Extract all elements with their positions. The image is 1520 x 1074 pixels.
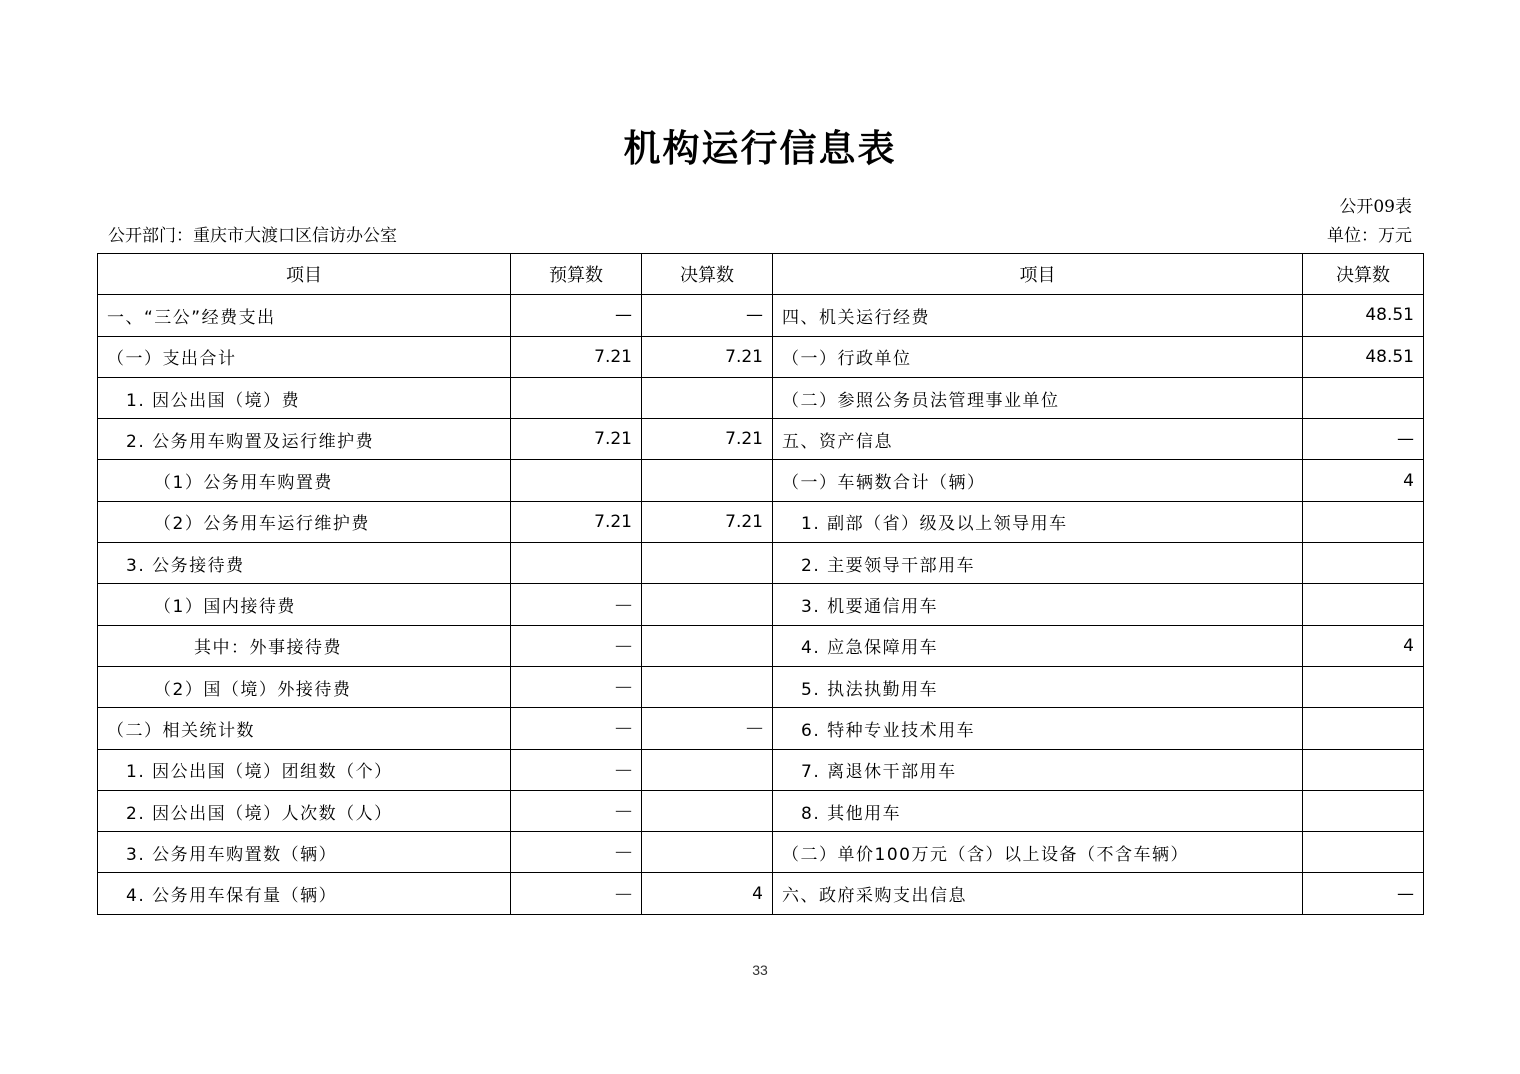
row-label-left: 4. 公务用车保有量（辆）	[98, 873, 511, 914]
row-final	[642, 790, 773, 831]
disclosing-department: 公开部门：重庆市大渡口区信访办公室	[108, 226, 397, 246]
row-label-left: （1）公务用车购置费	[98, 460, 511, 501]
table-row	[98, 832, 1424, 873]
row-budget: —	[511, 749, 642, 790]
row-right-value: 4	[1303, 625, 1424, 666]
row-label-right: 五、资产信息	[773, 419, 1303, 460]
unit-label: 单位：万元	[1327, 226, 1412, 246]
row-label-right: 7. 离退休干部用车	[773, 749, 1303, 790]
page-number: 33	[752, 962, 768, 978]
table-row	[98, 460, 1424, 501]
table-row	[98, 873, 1424, 914]
row-right-value	[1303, 584, 1424, 625]
row-label-left: 1. 因公出国（境）费	[98, 377, 511, 418]
row-right-value: —	[1303, 873, 1424, 914]
row-label-left: 3. 公务接待费	[98, 543, 511, 584]
row-label-right: 8. 其他用车	[773, 790, 1303, 831]
row-budget	[511, 543, 642, 584]
row-final	[642, 666, 773, 707]
row-right-value	[1303, 377, 1424, 418]
table-row	[98, 336, 1424, 377]
row-label-left: 1. 因公出国（境）团组数（个）	[98, 749, 511, 790]
row-right-value: —	[1303, 419, 1424, 460]
row-right-value: 48.51	[1303, 295, 1424, 336]
row-label-right: （一）行政单位	[773, 336, 1303, 377]
row-label-right: 1. 副部（省）级及以上领导用车	[773, 501, 1303, 542]
table-row	[98, 790, 1424, 831]
row-final: 7.21	[642, 419, 773, 460]
row-final	[642, 543, 773, 584]
row-budget: —	[511, 666, 642, 707]
row-budget: 7.21	[511, 501, 642, 542]
table-row	[98, 625, 1424, 666]
table-row	[98, 501, 1424, 542]
row-budget	[511, 460, 642, 501]
row-label-left: 其中：外事接待费	[98, 625, 511, 666]
header-item-right: 项目	[773, 254, 1303, 295]
table-row	[98, 708, 1424, 749]
header-final-right: 决算数	[1303, 254, 1424, 295]
row-label-right: 六、政府采购支出信息	[773, 873, 1303, 914]
row-right-value: 4	[1303, 460, 1424, 501]
table-row	[98, 377, 1424, 418]
row-budget: 7.21	[511, 419, 642, 460]
row-label-left: （一）支出合计	[98, 336, 511, 377]
table-row	[98, 749, 1424, 790]
row-label-right: 6. 特种专业技术用车	[773, 708, 1303, 749]
row-final: —	[642, 295, 773, 336]
row-label-left: （二）相关统计数	[98, 708, 511, 749]
row-budget: —	[511, 295, 642, 336]
row-final	[642, 460, 773, 501]
row-label-right: 4. 应急保障用车	[773, 625, 1303, 666]
row-budget: —	[511, 873, 642, 914]
row-final: 4	[642, 873, 773, 914]
row-budget: —	[511, 790, 642, 831]
table-row	[98, 584, 1424, 625]
row-right-value	[1303, 790, 1424, 831]
table-row	[98, 543, 1424, 584]
table-row	[98, 666, 1424, 707]
info-table	[97, 253, 1424, 915]
row-label-right: （一）车辆数合计（辆）	[773, 460, 1303, 501]
table-number: 公开09表	[1339, 197, 1412, 217]
row-right-value	[1303, 543, 1424, 584]
table-row	[98, 419, 1424, 460]
header-budget: 预算数	[511, 254, 642, 295]
row-right-value	[1303, 832, 1424, 873]
table-row	[98, 295, 1424, 336]
page-title: 机构运行信息表	[623, 127, 897, 170]
row-budget: —	[511, 584, 642, 625]
row-label-left: 3. 公务用车购置数（辆）	[98, 832, 511, 873]
row-label-left: 一、“三公”经费支出	[98, 295, 511, 336]
row-label-right: 四、机关运行经费	[773, 295, 1303, 336]
row-final	[642, 584, 773, 625]
row-right-value	[1303, 749, 1424, 790]
row-final: 7.21	[642, 501, 773, 542]
row-final	[642, 377, 773, 418]
row-label-right: （二）参照公务员法管理事业单位	[773, 377, 1303, 418]
row-label-right: 3. 机要通信用车	[773, 584, 1303, 625]
row-right-value	[1303, 708, 1424, 749]
row-final	[642, 832, 773, 873]
row-budget: —	[511, 625, 642, 666]
row-label-left: （2）公务用车运行维护费	[98, 501, 511, 542]
row-final	[642, 625, 773, 666]
row-label-left: 2. 因公出国（境）人次数（人）	[98, 790, 511, 831]
row-budget: —	[511, 708, 642, 749]
row-final: 7.21	[642, 336, 773, 377]
row-right-value: 48.51	[1303, 336, 1424, 377]
row-final: —	[642, 708, 773, 749]
header-row	[98, 254, 1424, 295]
row-label-right: （二）单价100万元（含）以上设备（不含车辆）	[773, 832, 1303, 873]
row-budget	[511, 377, 642, 418]
row-label-left: （1）国内接待费	[98, 584, 511, 625]
row-budget: 7.21	[511, 336, 642, 377]
header-item-left: 项目	[98, 254, 511, 295]
row-right-value	[1303, 501, 1424, 542]
row-budget: —	[511, 832, 642, 873]
row-right-value	[1303, 666, 1424, 707]
row-label-left: 2. 公务用车购置及运行维护费	[98, 419, 511, 460]
row-label-right: 5. 执法执勤用车	[773, 666, 1303, 707]
row-label-left: （2）国（境）外接待费	[98, 666, 511, 707]
row-final	[642, 749, 773, 790]
row-label-right: 2. 主要领导干部用车	[773, 543, 1303, 584]
header-final-left: 决算数	[642, 254, 773, 295]
